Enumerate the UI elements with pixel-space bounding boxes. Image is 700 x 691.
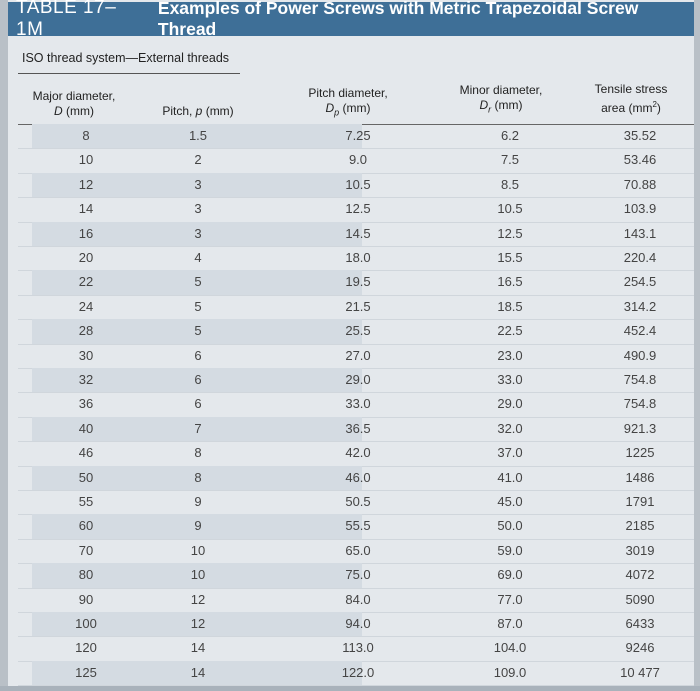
table-cell: 50.5 (345, 494, 371, 509)
table-cell: 45.0 (497, 494, 523, 509)
table-body (18, 124, 694, 680)
table-cell: 5 (194, 274, 202, 290)
table-cell: 12.5 (345, 201, 371, 217)
table-row (18, 148, 694, 173)
table-cell: 103.9 (623, 201, 657, 217)
table-cell: 55.5 (345, 518, 371, 534)
column-header-line: Minor diameter, (459, 83, 543, 97)
table-subtitle: ISO thread system—External threads (22, 51, 230, 65)
table-cell: 42.0 (345, 445, 371, 461)
table-cell: 32.0 (497, 420, 523, 436)
table-row (18, 466, 694, 491)
subtitle-divider (18, 73, 240, 74)
table-cell: 5090 (625, 591, 655, 607)
table-cell: 4072 (625, 567, 655, 583)
table-cell: 10.5 (345, 176, 371, 192)
table-cell: 3 (194, 176, 202, 192)
table-cell: 10.5 (497, 201, 523, 217)
table-cell: 9.0 (348, 152, 368, 168)
table-cell: 70 (78, 542, 94, 558)
table-cell: 50 (78, 469, 94, 485)
table-cell: 6 (194, 347, 202, 363)
table-cell: 15.5 (497, 250, 523, 265)
table-row (18, 295, 694, 320)
column-header-unit: area $(mm^2)$ (601, 100, 661, 115)
table-cell: 5 (194, 298, 202, 314)
table-cell: 6 (194, 396, 202, 412)
table-cell: 70.88 (623, 176, 657, 192)
table-cell: 41.0 (497, 469, 523, 485)
table-cell: 25.5 (345, 323, 371, 339)
table-cell: 1791 (625, 494, 655, 509)
table-cell: 36.5 (345, 420, 371, 436)
table-cell: 100 (75, 616, 97, 631)
table-cell: 6 (194, 372, 202, 387)
table-cell: 1486 (625, 469, 655, 485)
table-row (18, 173, 694, 198)
column-header-tensile-area (576, 82, 686, 116)
table-row (18, 563, 694, 588)
column-header-line: Pitch diameter, (308, 86, 388, 100)
table-row (18, 344, 694, 369)
table-cell: 754.8 (623, 396, 657, 412)
table-row (18, 222, 694, 247)
table-title-bar (8, 0, 694, 40)
table-cell: 143.1 (623, 225, 657, 241)
table-cell: 65.0 (345, 542, 371, 558)
table-cell: 29.0 (497, 396, 523, 412)
table-number: TABLE 17–1M (16, 0, 117, 40)
table-row (18, 270, 694, 295)
table-cell: 27.0 (345, 347, 371, 363)
table-cell: 14 (190, 664, 206, 680)
table-cell: 10 (190, 567, 206, 583)
table-cell: 14.5 (345, 225, 371, 241)
table-cell: 19.5 (345, 274, 371, 290)
table-cell: 14 (190, 640, 206, 656)
table-cell: 80 (78, 567, 94, 583)
column-header-unit: D (mm) (54, 104, 94, 118)
table-cell: 4 (194, 250, 202, 265)
table-cell: 20 (78, 250, 94, 265)
table-cell: 33.0 (345, 396, 371, 412)
table-cell: 90 (78, 591, 94, 607)
table-cell: 16.5 (497, 274, 523, 290)
table-cell: 46 (78, 445, 94, 461)
table-cell: 50.0 (497, 518, 523, 534)
table-cell: 35.52 (623, 128, 657, 143)
table-cell: 3 (194, 225, 202, 241)
table-cell: 3019 (625, 542, 655, 558)
table-cell: 16 (78, 225, 94, 241)
table-row (18, 392, 694, 417)
table-cell: 8 (194, 445, 202, 461)
table-cell: 104.0 (493, 640, 527, 656)
table-cell: 9 (194, 518, 202, 534)
table-row (18, 246, 694, 271)
table-cell: 122.0 (341, 664, 375, 680)
column-header-unit: $D_r$ (mm) (479, 98, 523, 115)
table-cell: 14 (78, 201, 94, 217)
table-cell: 18.0 (345, 250, 371, 265)
table-row (18, 661, 694, 686)
table-cell: 921.3 (623, 420, 657, 436)
table-cell: 7.25 (345, 128, 371, 143)
table-row (18, 588, 694, 613)
table-cell: 1225 (625, 445, 655, 461)
column-header-line: Tensile stress (594, 82, 668, 96)
table-cell: 46.0 (345, 469, 371, 485)
table-row (18, 417, 694, 442)
table-cell: 125 (75, 664, 97, 680)
column-header-minor-diameter (445, 83, 557, 117)
table-cell: 254.5 (623, 274, 657, 290)
table-cell: 33.0 (497, 372, 523, 387)
table-cell: 3 (194, 201, 202, 217)
table-cell: 10 477 (620, 664, 660, 680)
table-cell: 22.5 (497, 323, 523, 339)
table-cell: 5 (194, 323, 202, 339)
table-cell: 77.0 (497, 591, 523, 607)
table-cell: 220.4 (623, 250, 657, 265)
table-cell: 10 (190, 542, 206, 558)
table-cell: 10 (78, 152, 94, 168)
table-cell: 12.5 (497, 225, 523, 241)
table-cell: 87.0 (497, 616, 523, 631)
table-cell: 109.0 (493, 664, 527, 680)
table-cell: 24 (78, 298, 94, 314)
table-cell: 28 (78, 323, 94, 339)
table-cell: 113.0 (342, 640, 374, 656)
table-cell: 60 (78, 518, 94, 534)
table-cell: 12 (190, 591, 206, 607)
table-cell: 69.0 (497, 567, 523, 583)
table-cell: 9 (194, 494, 202, 509)
column-header-line: Major diameter, (32, 89, 116, 103)
table-cell: 94.0 (345, 616, 371, 631)
column-header-line: Pitch, p (mm) (162, 104, 234, 118)
document-page (8, 0, 694, 686)
table-cell: 37.0 (497, 445, 523, 461)
table-cell: 1.5 (188, 128, 208, 143)
table-cell: 21.5 (345, 298, 371, 314)
table-row (18, 319, 694, 344)
table-cell: 12 (78, 176, 94, 192)
column-header-unit: $D_p$ (mm) (325, 101, 371, 118)
column-header-pitch (148, 104, 248, 119)
table-row (18, 514, 694, 539)
table-cell: 18.5 (497, 298, 523, 314)
table-row (18, 636, 694, 661)
table-cell: 2 (194, 152, 202, 168)
column-header-major-diameter (24, 89, 124, 119)
table-cell: 754.8 (623, 372, 657, 387)
table-cell: 53.46 (623, 152, 657, 168)
table-cell: 36 (78, 396, 94, 412)
table-cell: 8.5 (500, 176, 520, 192)
table-cell: 6.2 (500, 128, 520, 143)
table-cell: 9246 (625, 640, 655, 656)
table-cell: 452.4 (623, 323, 657, 339)
table-cell: 22 (78, 274, 94, 290)
table-row (18, 124, 694, 149)
table-cell: 40 (78, 420, 94, 436)
table-cell: 7 (194, 420, 202, 436)
table-row (18, 368, 694, 393)
table-cell: 84.0 (345, 591, 371, 607)
table-row (18, 197, 694, 222)
column-header-pitch-diameter (293, 86, 403, 120)
table-cell: 6433 (625, 616, 655, 631)
table-cell: 59.0 (497, 542, 523, 558)
table-cell: 7.5 (500, 152, 520, 168)
table-cell: 75.0 (345, 567, 371, 583)
table-cell: 2185 (625, 518, 655, 534)
table-cell: 314.2 (623, 298, 657, 314)
table-row (18, 441, 694, 466)
table-row (18, 612, 694, 637)
table-cell: 55 (78, 494, 94, 509)
page-bottom-edge (0, 686, 700, 691)
table-title: Examples of Power Screws with Metric Trapezoidal Screw Thread (157, 0, 639, 39)
table-row (18, 490, 694, 515)
table-cell: 12 (190, 616, 206, 631)
table-cell: 32 (78, 372, 94, 387)
table-cell: 29.0 (345, 372, 371, 387)
table-cell: 120 (75, 640, 97, 656)
table-cell: 30 (78, 347, 94, 363)
table-cell: 8 (194, 469, 202, 485)
table-row (18, 539, 694, 564)
table-cell: 8 (82, 128, 90, 143)
table-cell: 490.9 (623, 347, 657, 363)
table-cell: 23.0 (497, 347, 523, 363)
